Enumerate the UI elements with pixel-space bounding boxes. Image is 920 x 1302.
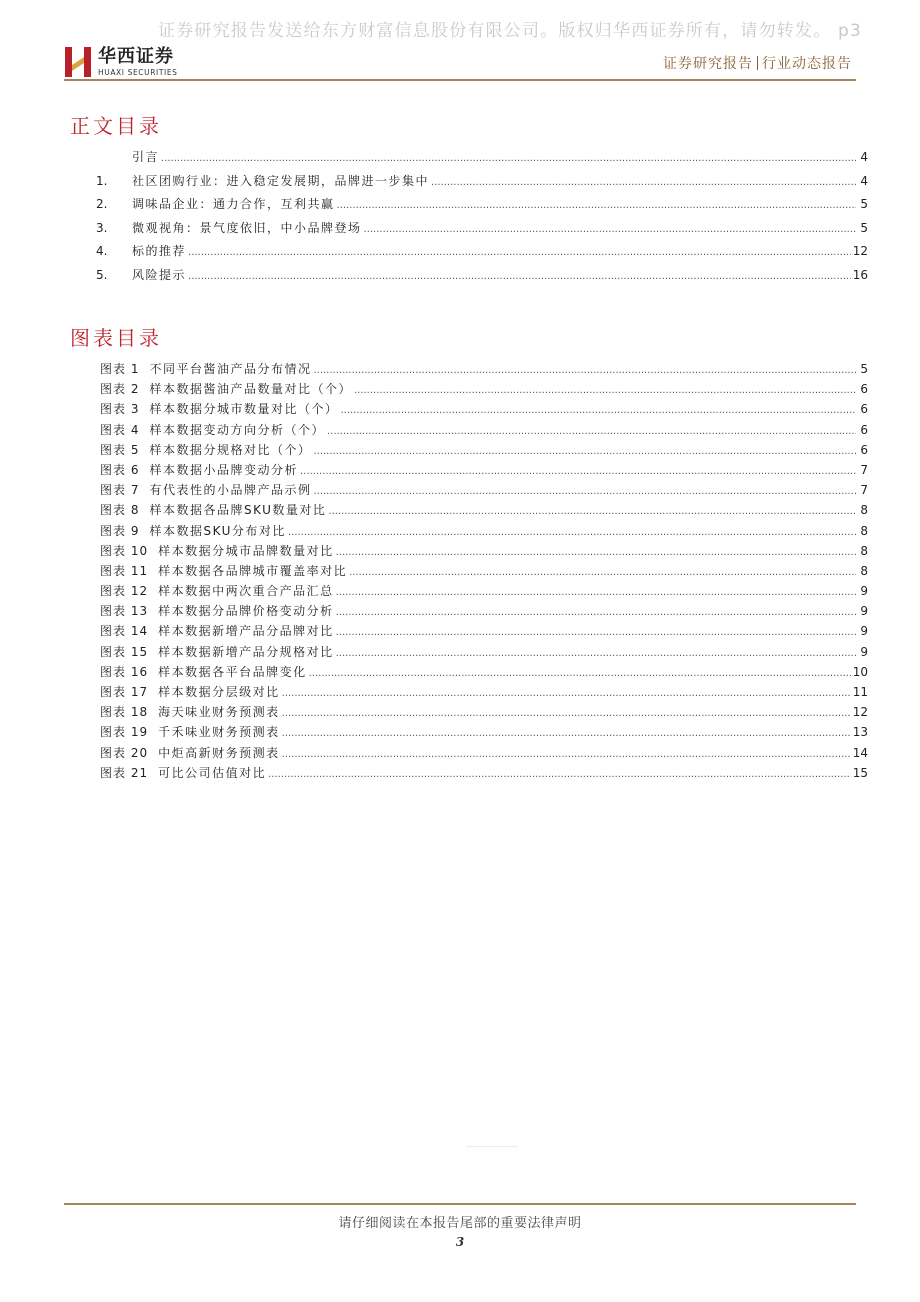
faint-mark [466,1146,518,1147]
toc-entry-title: 引言 [132,150,160,164]
figure-entry[interactable] [100,379,868,399]
figure-entry-number: 图表 2 [100,382,140,397]
figure-entry[interactable] [100,359,868,379]
figure-entry-number: 图表 17 [100,685,149,699]
figure-entry-page: 6 [860,382,868,397]
figure-entry-leader [309,664,851,684]
figure-entry-page: 9 [860,584,868,599]
figure-entry-title: 不同平台酱油产品分布情况 [149,362,312,376]
figure-entry[interactable] [100,460,868,480]
figure-entry-leader [313,442,856,462]
figure-entry[interactable] [100,763,868,783]
page-number: 3 [455,1235,465,1249]
toc-entry-title: 微观视角：景气度依旧，中小品牌登场 [132,220,362,235]
figure-entry-title: 样本数据小品牌变动分析 [149,462,298,477]
figure-entry-page: 8 [860,543,868,558]
figure-entry-title: 样本数据新增产品分规格对比 [158,644,334,659]
figure-entry-leader [313,482,856,502]
figure-entry[interactable] [100,702,868,722]
toc-entry-number: 5. [96,267,108,282]
toc-entry-leader [188,265,851,289]
toc-entry[interactable] [96,240,868,264]
figure-entry-title: 样本数据分品牌价格变动分析 [158,604,334,619]
figure-entry-title: 样本数据分城市数量对比（个） [149,402,339,417]
toc-entry-page: 5 [860,220,868,235]
figure-entry-leader [282,704,851,724]
watermark-text: 证券研究报告发送给东方财富信息股份有限公司。版权归华西证券所有，请勿转发。 p3 [158,21,863,41]
figure-entry[interactable] [100,722,868,742]
toc-entry-leader [188,241,851,265]
figure-entry[interactable] [100,521,868,541]
figure-entry-number: 图表 8 [100,503,140,518]
header-separator [757,56,758,70]
toc-entry-leader [431,171,856,195]
figure-entry-leader [268,765,851,785]
figure-entry-page: 9 [860,644,868,659]
figure-entry-title: 海天味业财务预测表 [158,705,280,720]
figure-entry-page: 6 [860,402,868,417]
figure-entry-number: 图表 9 [100,523,140,538]
toc-entry[interactable] [96,170,868,194]
figure-entry[interactable] [100,440,868,460]
figure-entry[interactable] [100,642,868,662]
figure-entry-title: 样本数据分层级对比 [158,685,280,699]
toc-entry-page: 4 [860,150,868,164]
figure-entry-leader [336,583,856,603]
figure-entry-number: 图表 10 [100,543,149,558]
huaxi-logo-icon [64,45,92,79]
figure-entry-leader [340,401,856,421]
figure-entry-number: 图表 4 [100,422,140,437]
figure-entry-leader [336,623,856,643]
figure-entry-title: 样本数据新增产品分品牌对比 [158,624,334,639]
toc-entry[interactable] [96,146,868,170]
figure-entry-title: 有代表性的小品牌产品示例 [149,483,312,498]
figure-entry-title: 样本数据中两次重合产品汇总 [158,584,334,599]
figure-entry-title: 样本数据酱油产品数量对比（个） [149,382,352,397]
figure-entry-leader [313,361,856,381]
figure-entry[interactable] [100,601,868,621]
figure-entry-title: 可比公司估值对比 [158,765,267,780]
figure-entry-leader [336,603,856,623]
figure-entry[interactable] [100,399,868,419]
toc-entry[interactable] [96,193,868,217]
figure-entry-page: 9 [860,604,868,619]
toc-entry-number: 2. [96,197,108,211]
figure-entry-number: 图表 6 [100,462,140,477]
toc-entry-leader [337,194,856,218]
figure-entry-number: 图表 7 [100,483,140,498]
toc-list [96,146,868,287]
report-subtype: 行业动态报告 [762,56,852,72]
toc-entry-title: 标的推荐 [132,244,187,258]
figure-entry-number: 图表 11 [100,563,149,578]
figure-entry-title: 样本数据各平台品牌变化 [158,664,307,679]
toc-entry[interactable] [96,264,868,288]
figure-entry-title: 样本数据分城市品牌数量对比 [158,543,334,558]
toc-entry-title: 风险提示 [132,267,187,282]
figure-entry-page: 15 [852,765,868,780]
figure-entry-number: 图表 16 [100,664,149,679]
figure-entry-number: 图表 19 [100,725,149,740]
figure-entry[interactable] [100,662,868,682]
toc-entry[interactable] [96,217,868,241]
figure-entry-number: 图表 5 [100,442,140,457]
figure-entry-page: 6 [860,442,868,457]
toc-entry-leader [364,218,856,242]
figures-title: 图表目录 [70,326,162,350]
figure-entry[interactable] [100,561,868,581]
figure-entry-leader [349,563,856,583]
figure-entry-page: 11 [852,685,868,699]
figure-entry-page: 6 [860,422,868,437]
report-category: 证券研究报告 [663,56,753,72]
figure-entry-leader [300,462,856,482]
toc-entry-page: 5 [860,197,868,211]
figure-entry-leader [336,543,856,563]
figure-entry-leader [282,684,851,704]
figure-entry-number: 图表 15 [100,644,149,659]
figure-entry-page: 5 [860,362,868,376]
toc-entry-page: 4 [860,173,868,188]
figure-entry-leader [282,745,851,765]
figure-entry-leader [328,502,856,522]
report-type-label [663,53,852,73]
figure-entry[interactable] [100,581,868,601]
figure-entry-page: 7 [860,483,868,498]
figure-entry-page: 8 [860,523,868,538]
toc-entry-page: 16 [852,267,868,282]
figure-entry-page: 8 [860,563,868,578]
figure-entry-leader [282,724,851,744]
toc-title: 正文目录 [70,114,162,138]
figure-entry-title: 样本数据SKU分布对比 [149,523,286,538]
toc-entry-number: 4. [96,244,108,258]
figure-entry-title: 样本数据分规格对比（个） [149,442,312,457]
figure-entry[interactable] [100,743,868,763]
figure-entry-title: 样本数据各品牌SKU数量对比 [149,503,327,518]
toc-entry-number: 1. [96,173,108,188]
toc-entry-number: 3. [96,220,108,235]
logo-name-cn: 华西证券 [98,45,174,67]
company-logo [64,44,178,80]
figure-entry-page: 8 [860,503,868,518]
figure-entry[interactable] [100,420,868,440]
figure-entry-number: 图表 18 [100,705,149,720]
figure-entry-number: 图表 12 [100,584,149,599]
figure-entry-leader [336,644,856,664]
toc-entry-page: 12 [852,244,868,258]
figure-entry-page: 7 [860,462,868,477]
figure-entry-title: 千禾味业财务预测表 [158,725,280,740]
figure-entry-number: 图表 1 [100,362,140,376]
figure-entry[interactable] [100,480,868,500]
figure-entry-leader [327,422,856,442]
figure-entry[interactable] [100,621,868,641]
figure-entry-page: 9 [860,624,868,639]
figure-entry-number: 图表 14 [100,624,149,639]
footer-divider [64,1203,856,1205]
figure-entry-number: 图表 13 [100,604,149,619]
figure-entry-title: 样本数据各品牌城市覆盖率对比 [158,563,348,578]
figure-entry[interactable] [100,682,868,702]
figure-entry-page: 10 [852,664,868,679]
figure-entry-number: 图表 21 [100,765,149,780]
figure-entry-page: 13 [852,725,868,740]
figure-entry-leader [288,523,856,543]
legal-notice: 请仔细阅读在本报告尾部的重要法律声明 [338,1216,582,1231]
toc-entry-leader [161,147,856,171]
figure-entry-number: 图表 3 [100,402,140,417]
figure-entry-number: 图表 20 [100,745,149,760]
toc-entry-title: 社区团购行业：进入稳定发展期，品牌进一步集中 [132,173,430,188]
figure-entry-page: 12 [852,705,868,720]
header-divider [64,79,856,81]
figure-entry-title: 中炬高新财务预测表 [158,745,280,760]
figure-entry[interactable] [100,541,868,561]
figure-entry-leader [354,381,856,401]
figure-entry-page: 14 [852,745,868,760]
figures-list [100,359,868,783]
toc-entry-title: 调味品企业：通力合作，互利共赢 [132,197,335,211]
logo-name-en: HUAXI SECURITIES [98,67,178,77]
figure-entry[interactable] [100,500,868,520]
figure-entry-title: 样本数据变动方向分析（个） [149,422,325,437]
